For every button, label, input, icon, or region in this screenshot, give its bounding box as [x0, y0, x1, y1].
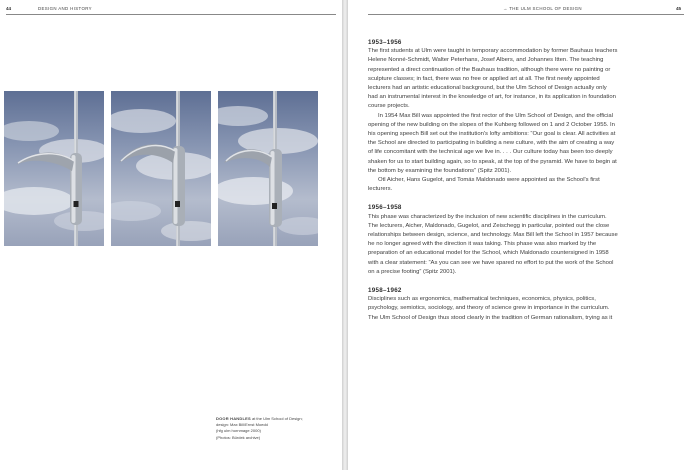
- door-handle-photo-1: [4, 91, 104, 246]
- door-handle-photos: [4, 91, 319, 246]
- caption-line: (hfg ulm hornmage 2000): [216, 428, 261, 434]
- door-handle-photo-2: [111, 91, 211, 246]
- door-handle-photo-3: [218, 91, 318, 246]
- body-paragraph: Otl Aicher, Hans Gugelot, and Tomás Maldonado were appointed as the School's first lecturers.: [368, 177, 600, 193]
- section-heading: 1958–1962: [368, 287, 402, 295]
- right-folio: 45: [676, 6, 682, 11]
- left-running-head: DESIGN AND HISTORY: [38, 6, 92, 11]
- right-header-rule: [368, 14, 684, 15]
- photo-caption: [216, 416, 336, 441]
- caption-line: (Photos: Bürdek archive): [216, 434, 261, 440]
- section-heading: 1953–1956: [368, 39, 402, 46]
- right-page: [348, 0, 690, 470]
- left-page: [0, 0, 342, 470]
- caption-lead: DOOR HANDLES: [216, 416, 251, 421]
- caption-text: at the Ulm School of Design;: [250, 416, 303, 421]
- section-heading: 1956–1958: [368, 204, 402, 212]
- caption-line: design: Max Bill/Ernst Moeckl: [216, 422, 269, 428]
- right-running-head: → THE ULM SCHOOL OF DESIGN: [503, 6, 582, 11]
- body-text: [368, 38, 618, 323]
- body-paragraph: This phase was characterized by the inclusion of new scientific disciplines in the curriculum. The lecturers, Aicher, Maldonado, Gugelot, and Zeischegg in particular, pointed out the close relationships between design, science, and technology. Max Bill left the School in 1957 because he no longer agreed with the direction it was taking. This phase was also marked by the preparation of an educational model for the School, which Maldonado countersigned in 1958 with a clear statement: “As you can see we have spared no effort to put the work of the School on a precise footing” (Spitz 2001).: [368, 213, 618, 275]
- body-paragraph: Disciplines such as ergonomics, mathematical techniques, economics, physics, politics, psychology, semiotics, sociology, and theory of science grew in importance in the curriculum. The Ulm School of Design thus stood clearly in the tradition of German rationalism, trying as it: [368, 296, 613, 321]
- left-header-rule: [6, 14, 336, 15]
- body-paragraph: The first students at Ulm were taught in temporary accommodation by former Bauhaus teachers Helene Nonné-Schmidt, Walter Peterhans, Josef Albers, and Johannes Itten. The teaching represented a direct continuation of the Bauhaus tradition, although there were no painting or sculpture classes; in fact, there was no free or applied art at all. The first newly appointed lecturers had an artistic educational background, but the Ulm School of Design actually only had an instrumental interest in the knowledge of art, for instance, in its application in foundation course projects.: [368, 48, 618, 110]
- left-folio: 44: [6, 6, 12, 11]
- body-paragraph: In 1954 Max Bill was appointed the first rector of the Ulm School of Design, and the official opening of the new building on the slopes of the Kuhberg followed on 1 and 2 October 1955. In his opening speech Bill set out the institution's lofty ambitions: “Our goal is clear. All activities at the School are directed to participating in building a new culture, with the aim of creating a way of life concomitant with the technical age we live in. . . . Our culture today has been too deeply shaken for us to start building again, so to speak, at the top of the pyramid. We have to begin at the bottom by examining the foundations” (Spitz 2001).: [368, 112, 617, 174]
